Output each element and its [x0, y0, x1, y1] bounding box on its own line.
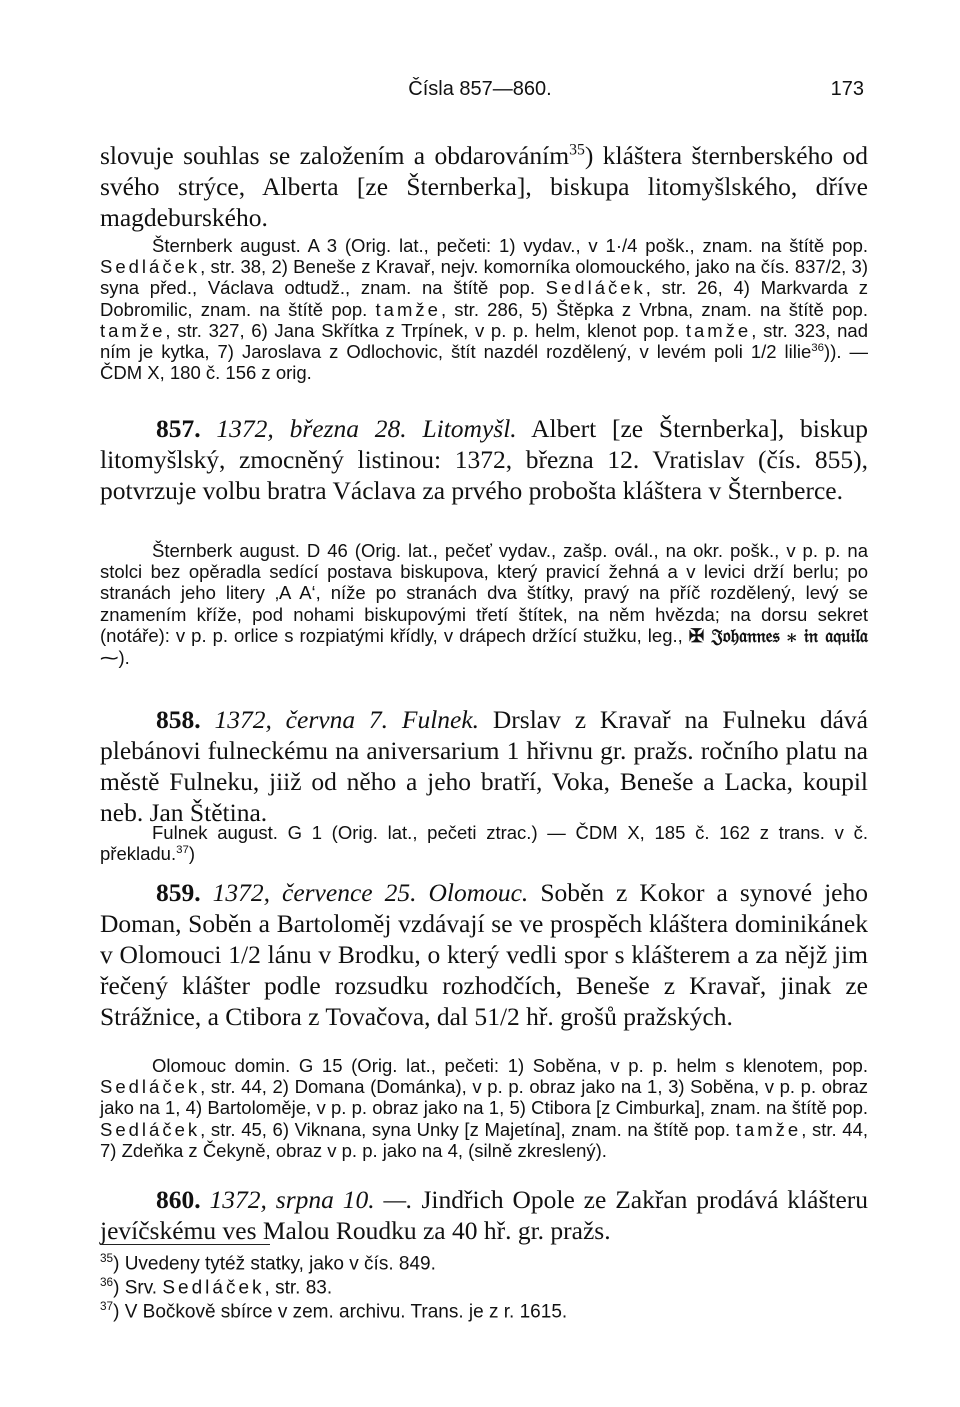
- intro-paragraph: slovuje souhlas se založením a obdarováním$^{35}$) kláštera šternberského od svého strýce, Alberta [ze Šternberka], biskupa litomyšlského, dříve magdeburského.: [100, 141, 868, 232]
- seal-legend: ✠ 𝔍𝔬𝔥𝔞𝔫𝔫𝔢𝔰 ⁎ 𝔦𝔫 𝔞𝔮𝔲𝔦𝔩𝔞: [688, 625, 868, 647]
- entry-858-archival-note: Fulnek august. G 1 (Orig. lat., pečeti ztrac.) — ČDM X, 185 č. 162 z trans. v č. překladu.$^{37}$): [100, 822, 868, 865]
- running-header: Čísla 857—860.: [408, 78, 552, 100]
- entry-860-regest: 860. 1372, srpna 10. —. Jindřich Opole ze Zakřan prodává klášteru jevíčskému ves Malou Roudku za 40 hř. gr. pražs.: [100, 1185, 869, 1245]
- entry-number: 859.: [156, 878, 201, 907]
- entry-date: 1372, srpna 10. —.: [209, 1185, 413, 1214]
- entry-date: 1372, července 25. Olomouc.: [212, 878, 529, 907]
- footnote-35: $^{35}$) Uvedeny tytéž statky, jako v čís. 849.: [100, 1252, 436, 1275]
- footnote-36: $^{36}$) Srv. Sedláček, str. 83.: [100, 1276, 333, 1299]
- entry-859-regest: 859. 1372, července 25. Olomouc. Soběn z Kokor a synové jeho Doman, Soběn a Bartoloměj vzdávají se ve prospěch kláštera dominikánek v Olomouci 1/2 lánu v Brodku, o který vedli spor s klášterem a za nějž jim řečený klášter podle rozsudku rozhodčích, Beneše z Kravař, jinak ze Strážnice, a Ctibora z Tovačova, dal 51/2 hř. grošů pražských.: [100, 878, 868, 1031]
- entry-date: 1372, června 7. Fulnek.: [214, 705, 480, 734]
- footnote-37: $^{37}$) V Bočkově sbírce v zem. archivu. Trans. je z r. 1615.: [100, 1300, 568, 1323]
- entry-number: 860.: [156, 1185, 201, 1214]
- footnote-divider: [100, 1244, 270, 1245]
- entry-number: 857.: [156, 414, 201, 443]
- entry-857-regest: 857. 1372, března 28. Litomyšl. Albert [ze Šternberka], biskup litomyšlský, zmocněný listinou: 1372, března 12. Vratislav (čís. 855), potvrzuje volbu bratra Václava za prvého probošta kláštera v Šternberce.: [100, 414, 869, 505]
- entry-858-regest: 858. 1372, června 7. Fulnek. Drslav z Kravař na Fulneku dává plebánovi fulneckému na aniversarium 1 hřivnu gr. pražs. ročního platu na městě Fulneku, jiiž od něho a jeho bratří, Voka, Beneše a Lacka, koupil neb. Jan Štětina.: [100, 705, 868, 827]
- entry-number: 858.: [156, 705, 201, 734]
- intro-archival-note: Šternberk august. A 3 (Orig. lat., pečeti: 1) vydav., v 1·/4 pošk., znam. na štítě pop. Sedláček, str. 38, 2) Beneše z Kravař, nejv. komorníka olomouckého, jako na čís. 837/2, 3) syna před., Václava odtudž., znam. na štítě pop. Sedláček, str. 26, 4) Markvarda z Dobromilic, znam. na štítě pop. tamže, str. 286, 5) Štěpka z Vrbna, znam. na štítě pop. tamže, str. 327, 6) Jana Skřítka z Trpínek, v p. p. helm, klenot pop. tamže, str. 323, nad ním je kytka, 7) Jaroslava z Odlochovic, štít nazdél rozdělený, v levém poli 1/2 lilie$^{36}$)). — ČDM X, 180 č. 156 z orig.: [100, 235, 868, 384]
- page-number: 173: [830, 78, 864, 100]
- entry-date: 1372, března 28. Litomyšl.: [216, 414, 517, 443]
- entry-857-archival-note: Šternberk august. D 46 (Orig. lat., pečeť vydav., zašp. ovál., na okr. pošk., v p. p. na stolci bez opěradla sedící postava biskupova, který pravicí žehná a v levici drží berlu; po stranách jeho litery ‚A A‘, níže po stranách dva štítky, pravý na příč rozdělený, levý se znamením kříže, pod nohami biskupovými třetí štítek, na něm hvězda; na dorsu sekret (notáře): v p. p. orlice s rozpiatými křídly, v drápech držící stužku, leg., ✠ 𝔍𝔬𝔥𝔞𝔫𝔫𝔢𝔰 ⁎ 𝔦𝔫 𝔞𝔮𝔲𝔦𝔩𝔞 ⁓).: [100, 540, 868, 669]
- entry-859-archival-note: Olomouc domin. G 15 (Orig. lat., pečeti: 1) Soběna, v p. p. helm s klenotem, pop. Sedláček, str. 44, 2) Domana (Dománka), v p. p. obraz jako na 1, 3) Soběna, v p. p. obraz jako na 1, 4) Bartoloměje, v p. p. obraz jako na 1, 5) Ctibora [z Cimburka], znam. na štítě pop. Sedláček, str. 45, 6) Viknana, syna Unky [z Majetína], znam. na štítě pop. tamže, str. 44, 7) Zdeňka z Čekyně, obraz v p. p. jako na 4, (silně zkreslený).: [100, 1055, 869, 1161]
